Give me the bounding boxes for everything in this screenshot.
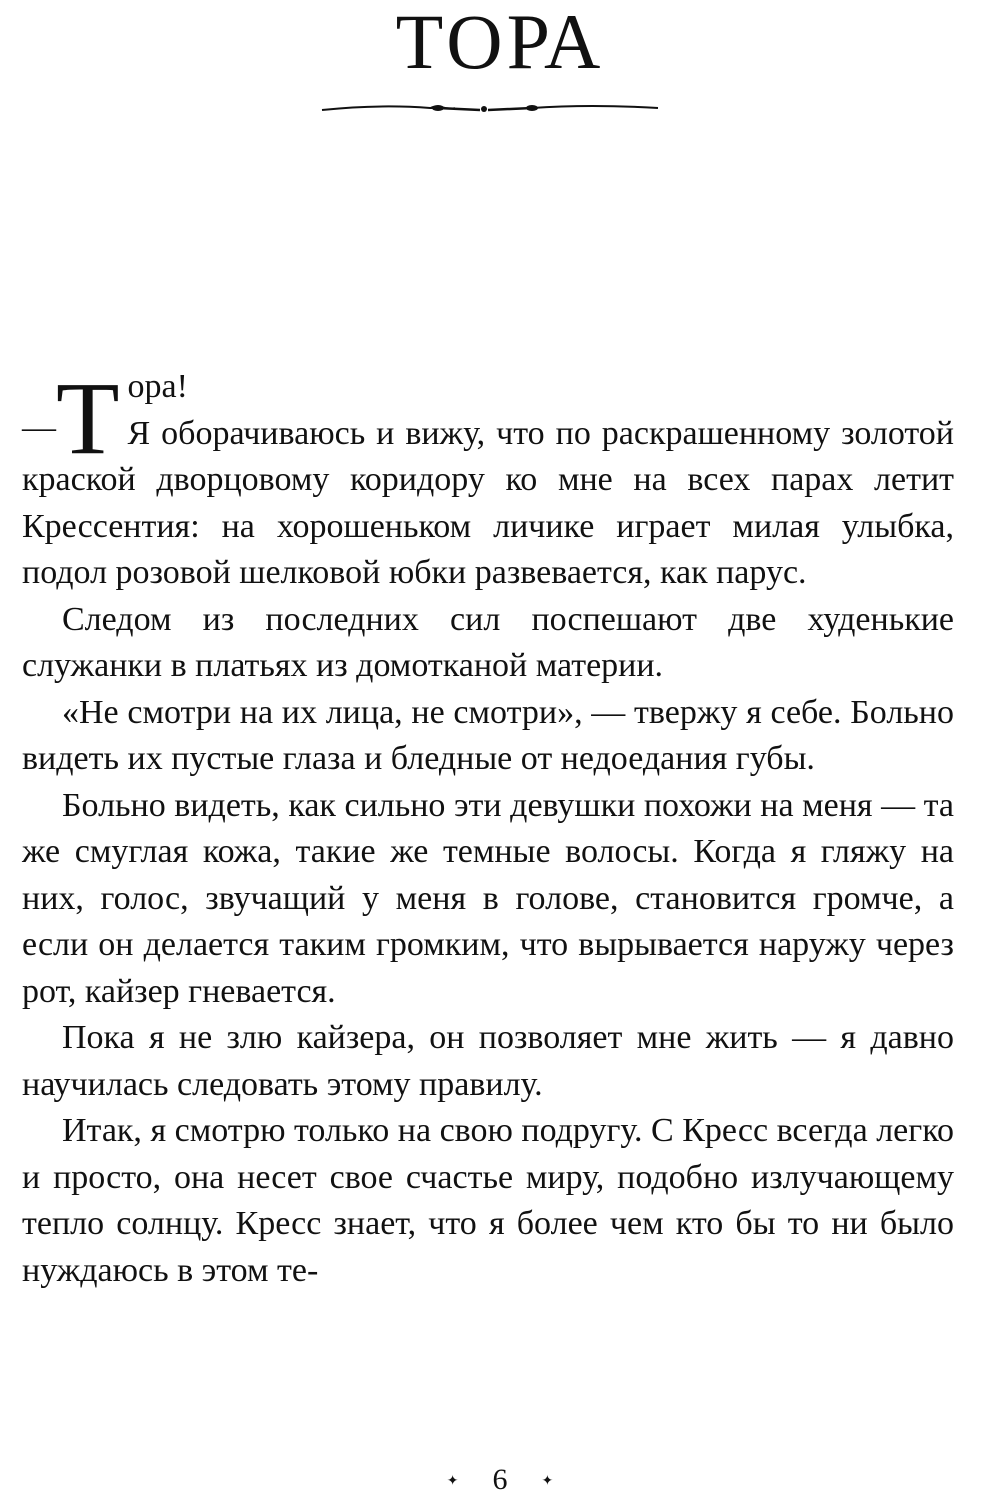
paragraph: Следом из последних сил поспешают две худенькие служанки в платьях из домотканой материи. <box>22 600 954 684</box>
chapter-title: ТОРА <box>395 0 605 85</box>
star-dot-icon: ✦ <box>446 1474 459 1490</box>
page-number: 6 <box>492 1463 508 1496</box>
drop-cap: Т <box>56 361 120 476</box>
opening-dash: — <box>22 409 56 446</box>
paragraph: Больно видеть, как сильно эти девушки похожи на меня — та же смуглая кожа, такие же темные волосы. Когда я гляжу на них, голос, звучащий у меня в голове, становится громче, а если он делается таким громким, что вырывается наружу через рот, кайзер гневается. <box>22 786 954 1010</box>
paragraph: Пока я не злю кайзера, он позволяет мне жить — я давно научилась следовать этому правилу. <box>22 1019 954 1103</box>
paragraph-text: Я оборачиваюсь и вижу, что по раскрашенному золотой краской дворцовому коридору ко мне на всех парах летит Крессентия: на хорошеньком личике играет милая улыбка, подол розовой шелковой юбки развевается, как парус. <box>22 414 954 591</box>
chapter-body <box>22 361 954 1294</box>
paragraph-opening <box>22 361 954 597</box>
page-footer <box>0 1460 1000 1502</box>
opening-exclamation: ора! <box>127 368 188 405</box>
paragraph: «Не смотри на их лица, не смотри», — твержу я себе. Больно видеть их пустые глаза и бледные от недоедания губы. <box>22 693 954 777</box>
star-dot-icon: ✦ <box>541 1474 554 1490</box>
title-ornament-divider <box>320 96 660 126</box>
paragraph: Итак, я смотрю только на свою подругу. С Кресс всегда легко и просто, она несет свое счастье миру, подобно излучающему тепло солнцу. Кресс знает, что я более чем кто бы то ни было нуждаюсь в этом те- <box>22 1112 954 1289</box>
